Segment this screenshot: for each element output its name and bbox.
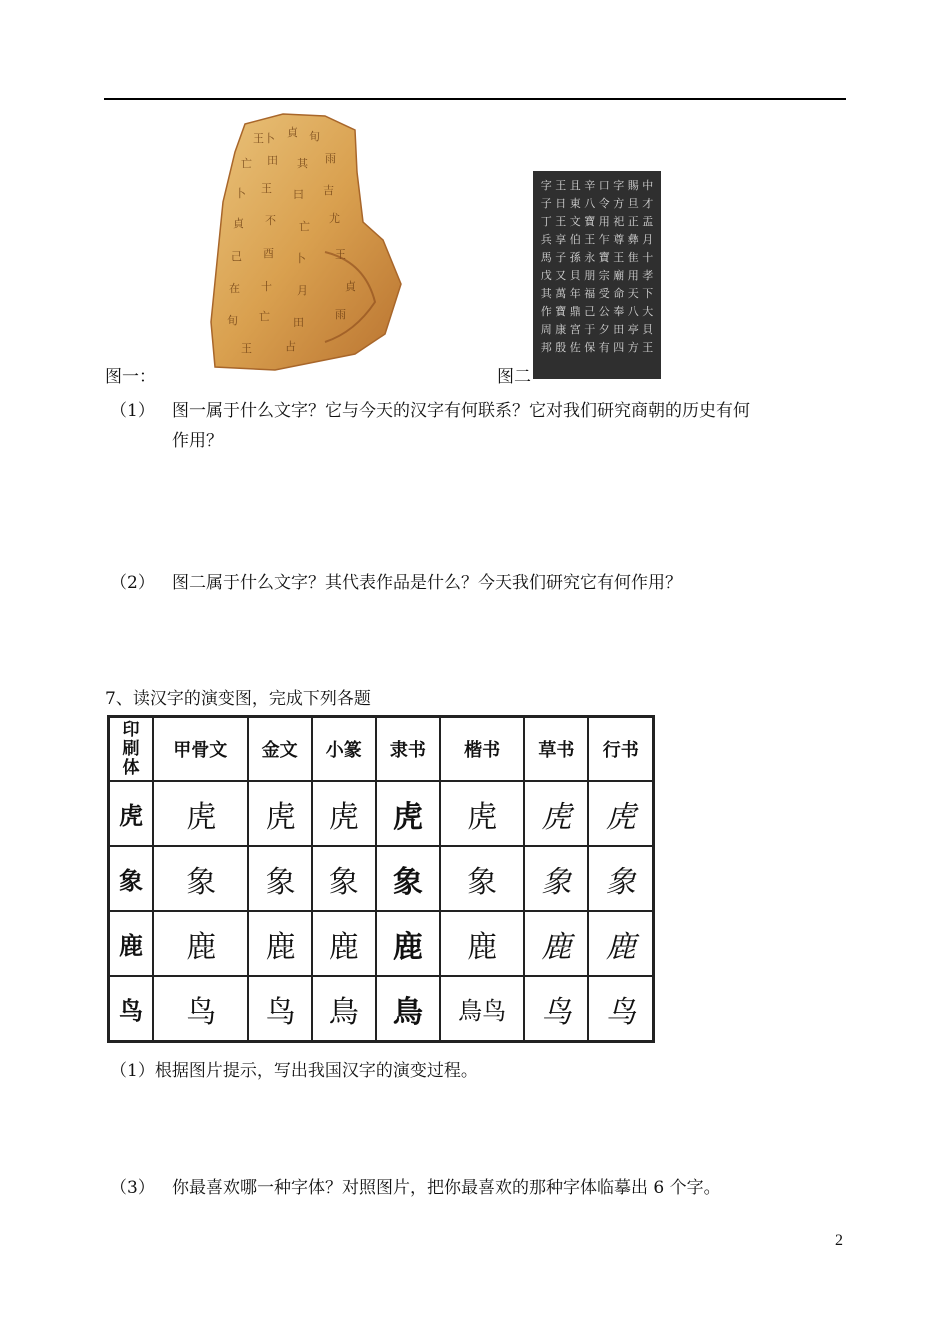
cell-seal: 虎 (312, 781, 376, 846)
table-row-deer (109, 911, 654, 976)
svg-text:酉: 酉 (263, 247, 274, 260)
question-6-2-text: 图二属于什么文字？其代表作品是什么？今天我们研究它有何作用？ (172, 573, 682, 593)
svg-text:旬: 旬 (227, 314, 238, 327)
table-row-bird (109, 976, 654, 1042)
cell-clerical: 虎 (376, 781, 440, 846)
cell-running: 虎 (588, 781, 653, 846)
question-7-1-text: （1）根据图片提示，写出我国汉字的演变过程。 (110, 1061, 478, 1081)
svg-text:曰: 曰 (293, 188, 304, 201)
svg-text:占: 占 (285, 340, 296, 353)
question-7-3-number: （3） (110, 1178, 155, 1198)
cell-bronze: 象 (248, 846, 312, 911)
svg-text:其: 其 (297, 157, 308, 170)
cell-seal: 鳥 (312, 976, 376, 1042)
cell-bronze: 鹿 (248, 911, 312, 976)
character-evolution-table (107, 715, 655, 1043)
cell-cursive: 象 (524, 846, 588, 911)
header-regular: 楷书 (440, 717, 524, 782)
svg-text:王: 王 (335, 248, 346, 261)
question-6-2-number: （2） (110, 573, 155, 593)
header-oracle-bone: 甲骨文 (153, 717, 248, 782)
header-running: 行书 (588, 717, 653, 782)
svg-text:亡: 亡 (241, 157, 252, 170)
question-6-1-number: （1） (110, 401, 155, 421)
cell-oracle: 鹿 (153, 911, 248, 976)
svg-text:貞: 貞 (287, 126, 298, 139)
table-row-tiger (109, 781, 654, 846)
question-6-1-line2: 作用？ (172, 431, 223, 451)
page-number: 2 (835, 1232, 843, 1249)
svg-text:王卜: 王卜 (253, 132, 275, 145)
svg-text:亡: 亡 (259, 310, 270, 323)
svg-text:月: 月 (297, 284, 308, 297)
cell-cursive: 鹿 (524, 911, 588, 976)
cell-bronze: 鸟 (248, 976, 312, 1042)
cell-running: 鸟 (588, 976, 653, 1042)
cell-oracle: 象 (153, 846, 248, 911)
svg-text:雨: 雨 (335, 308, 346, 321)
question-7-3-text: 你最喜欢哪一种字体？对照图片，把你最喜欢的那种字体临摹出 6 个字。 (172, 1178, 721, 1198)
header-print-font-label: 印刷体 (122, 719, 140, 778)
svg-text:王: 王 (241, 342, 252, 355)
header-clerical: 隶书 (376, 717, 440, 782)
svg-text:田: 田 (293, 316, 304, 329)
header-cursive: 草书 (524, 717, 588, 782)
cell-print: 象 (109, 846, 154, 911)
figure1-caption: 图一： (105, 367, 156, 387)
cell-clerical: 象 (376, 846, 440, 911)
cell-seal: 象 (312, 846, 376, 911)
svg-text:亡: 亡 (299, 220, 310, 233)
cell-running: 象 (588, 846, 653, 911)
cell-clerical: 鳥 (376, 976, 440, 1042)
svg-text:吉: 吉 (323, 184, 334, 197)
cell-bronze: 虎 (248, 781, 312, 846)
svg-text:不: 不 (265, 214, 276, 227)
header-bronze: 金文 (248, 717, 312, 782)
cell-running: 鹿 (588, 911, 653, 976)
svg-text:卜: 卜 (295, 252, 306, 265)
figure2-caption: 图二 (497, 367, 531, 387)
cell-cursive: 虎 (524, 781, 588, 846)
svg-text:卜: 卜 (235, 187, 246, 200)
cell-cursive: 鸟 (524, 976, 588, 1042)
svg-text:王: 王 (261, 182, 272, 195)
cell-seal: 鹿 (312, 911, 376, 976)
cell-print: 鸟 (109, 976, 154, 1042)
cell-print: 虎 (109, 781, 154, 846)
table-header-row (109, 717, 654, 782)
svg-text:雨: 雨 (325, 152, 336, 165)
bronze-rubbing-image: 字 王 且 辛 口 字 賜 中 子 日 東 八 令 方 旦 才 丁 王 文 寶 用 祀 正 盂 兵 享 伯 王 乍 尊 彝 月 馬 子 孫 永 寶 王 隹 十 戊 又 貝 朋 宗 廟 用 孝 其 萬 年 福 受 命 天 下 作 寶 鼎 己 公 奉 八 大 周 康 宮 于 夕 田 亭 貝 邦 殷 佐 保 有 四 方 王 (533, 171, 661, 379)
cell-print: 鹿 (109, 911, 154, 976)
svg-text:十: 十 (261, 280, 272, 293)
svg-text:貞: 貞 (345, 280, 356, 293)
svg-text:田: 田 (267, 154, 278, 167)
cell-oracle: 虎 (153, 781, 248, 846)
svg-text:貞: 貞 (233, 217, 244, 230)
cell-regular: 鹿 (440, 911, 524, 976)
table-row-elephant (109, 846, 654, 911)
header-small-seal: 小篆 (312, 717, 376, 782)
cell-oracle: 鸟 (153, 976, 248, 1042)
svg-text:在: 在 (229, 282, 240, 295)
question-7-title: 7、读汉字的演变图，完成下列各题 (105, 689, 371, 709)
cell-regular: 虎 (440, 781, 524, 846)
header-rule (104, 98, 846, 100)
svg-text:己: 己 (231, 250, 242, 263)
question-6-1-line1: 图一属于什么文字？它与今天的汉字有何联系？它对我们研究商朝的历史有何 (172, 401, 750, 421)
oracle-bone-image (205, 112, 405, 374)
svg-text:尤: 尤 (329, 212, 340, 225)
cell-clerical: 鹿 (376, 911, 440, 976)
svg-text:旬: 旬 (309, 130, 320, 143)
header-print-font (109, 717, 154, 782)
cell-regular: 鳥鸟 (440, 976, 524, 1042)
cell-regular: 象 (440, 846, 524, 911)
